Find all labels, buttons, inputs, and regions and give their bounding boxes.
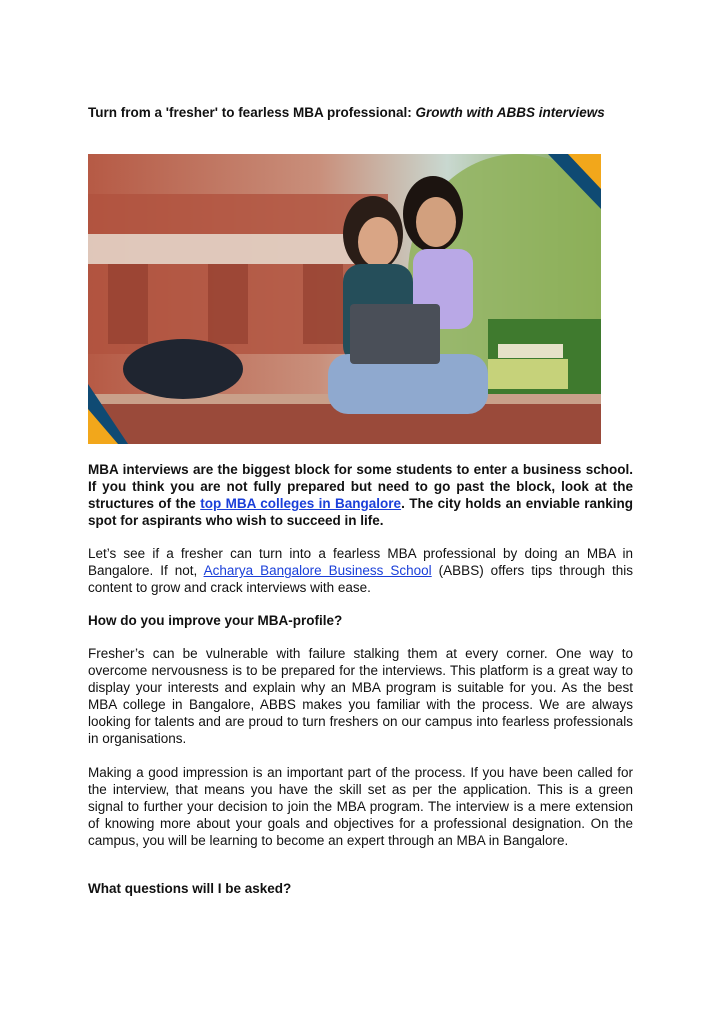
abbs-link[interactable]: Acharya Bangalore Business School — [203, 563, 432, 578]
paragraph-4: Making a good impression is an important part of the process. If you have been called for the interview, that means you have the skill set as per the application. This is a green signal to further your decision to join the MBA program. The interview is a mere extension of knowing more about your goals and objectives for a professional designation. On the campus, you will be learning to become an expert through an MBA in Bangalore. — [88, 765, 633, 848]
hero-image — [88, 154, 601, 444]
title-main: Turn from a 'fresher' to fearless MBA professional: — [88, 105, 416, 120]
para2-text-before: Let’s see if a fresher can turn into a fearless MBA professional by doing an MBA in Bangalore. If not, — [88, 546, 633, 578]
intro-paragraph — [88, 461, 633, 529]
intro-text-after: . The city holds an enviable ranking spot for aspirants who wish to succeed in life. — [88, 496, 633, 528]
para2-text-after: (ABBS) offers tips through this content to grow and crack interviews with ease. — [88, 563, 633, 595]
intro-text-before: MBA interviews are the biggest block for some students to enter a business school. If you think you are not fully prepared but need to go past the block, look at the structures of the — [88, 462, 633, 511]
section-heading-questions: What questions will I be asked? — [88, 881, 292, 896]
top-mba-colleges-link[interactable]: top MBA colleges in Bangalore — [200, 496, 402, 511]
section-heading-profile: How do you improve your MBA-profile? — [88, 613, 343, 628]
page-title — [88, 104, 633, 122]
title-emphasis: Growth with ABBS interviews — [415, 105, 605, 120]
paragraph-2 — [88, 545, 633, 596]
paragraph-3: Fresher’s can be vulnerable with failure stalking them at every corner. One way to overcome nervousness is to be prepared for the interviews. This platform is a great way to display your interests and explain why an MBA program is suitable for you. As the best MBA college in Bangalore, ABBS makes you familiar with the process. We are always looking for talents and are proud to turn freshers on our campus into fearless professionals in organisations. — [88, 646, 633, 746]
students-with-laptop-photo-icon — [88, 154, 601, 444]
